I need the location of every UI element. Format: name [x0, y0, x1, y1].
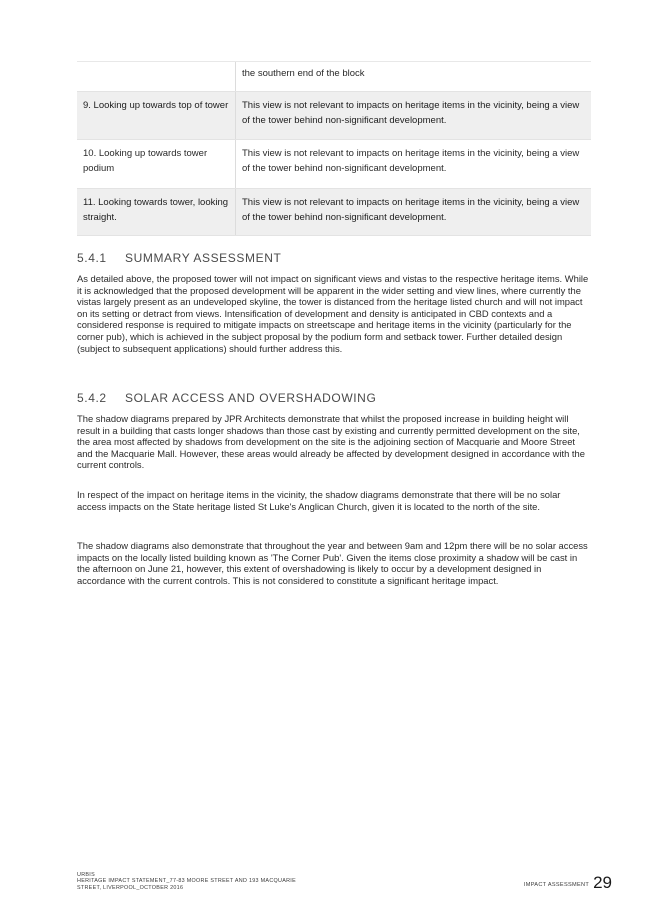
- footer-document-info: [77, 872, 296, 891]
- summary-paragraph: As detailed above, the proposed tower will not impact on significant views and vistas to the respective heritage items. While it is acknowledged that the proposed development will be apparent in the wider setting and view lines, where currently the vistas largely present as an undeveloped skyline, the tower is distanced from the heritage listed church and will not impact on its setting or detract from views. Intensification of development and density is anticipated in CBD contexts and a considered response is required to mitigate impacts on streetscape and heritage items in the vicinity (particularly for the corner pub), which is achieved in the subject proposal by the podium form and setback tower. Further detailed design (subject to subsequent applications) should further address this.: [77, 273, 589, 354]
- section-heading: [77, 251, 281, 265]
- section-title: SUMMARY ASSESSMENT: [125, 251, 282, 265]
- view-cell: [77, 62, 235, 91]
- comment-cell: This view is not relevant to impacts on heritage items in the vicinity, being a view of the tower behind non-significant development.: [235, 92, 591, 139]
- solar-paragraph: The shadow diagrams prepared by JPR Architects demonstrate that whilst the proposed increase in building height will result in a building that casts longer shadows than those cast by existing and currently permitted development on the site, the area most affected by shadows from development on the site is the adjoining section of Macquarie and Moore Street and the Macquarie Mall. However, these areas would already be affected by development designed in accordance with the current controls.: [77, 413, 585, 471]
- page-number: 29: [593, 873, 612, 892]
- section-title: SOLAR ACCESS AND OVERSHADOWING: [125, 391, 377, 405]
- footer-page-info: [524, 875, 612, 891]
- section-number: 5.4.1: [77, 251, 107, 265]
- view-cell: 11. Looking towards tower, looking straight.: [83, 197, 229, 223]
- view-cell: 9. Looking up towards top of tower: [83, 100, 229, 111]
- comment-cell: This view is not relevant to impacts on heritage items in the vicinity, being a view of the tower behind non-significant development.: [235, 189, 591, 235]
- table-row: [77, 61, 591, 92]
- section-number: 5.4.2: [77, 391, 107, 405]
- table-row: [77, 140, 591, 189]
- footer-document-date: STREET, LIVERPOOL_OCTOBER 2016: [77, 884, 184, 891]
- solar-paragraph: In respect of the impact on heritage items in the vicinity, the shadow diagrams demonstrate that there will be no solar access impacts on the State heritage listed St Luke's Anglican Church, given it is located to the north of the site.: [77, 489, 561, 512]
- solar-paragraph: The shadow diagrams also demonstrate that throughout the year and between 9am and 12pm there will be no solar access impacts on the locally listed building known as 'The Corner Pub'. Given the items close proximity a shadow will be cast in the afternoon on June 21, however, this extent of overshadowing is likely to occur by a development designed in accordance with the current controls. This is not considered to constitute a significant heritage impact.: [77, 540, 588, 586]
- table-row: [77, 189, 591, 236]
- footer-section-name: IMPACT ASSESSMENT: [523, 882, 590, 888]
- table-row: [77, 92, 591, 140]
- comment-cell: This view is not relevant to impacts on heritage items in the vicinity, being a view of the tower behind non-significant development.: [235, 140, 591, 188]
- section-heading: [77, 391, 376, 405]
- views-table: [77, 61, 591, 236]
- comment-cell: the southern end of the block: [235, 62, 591, 91]
- footer-company: URBIS: [77, 872, 95, 878]
- view-cell: 10. Looking up towards tower podium: [83, 148, 208, 174]
- footer-document-title: HERITAGE IMPACT STATEMENT_77-83 MOORE STREET AND 193 MACQUARIE: [77, 878, 296, 885]
